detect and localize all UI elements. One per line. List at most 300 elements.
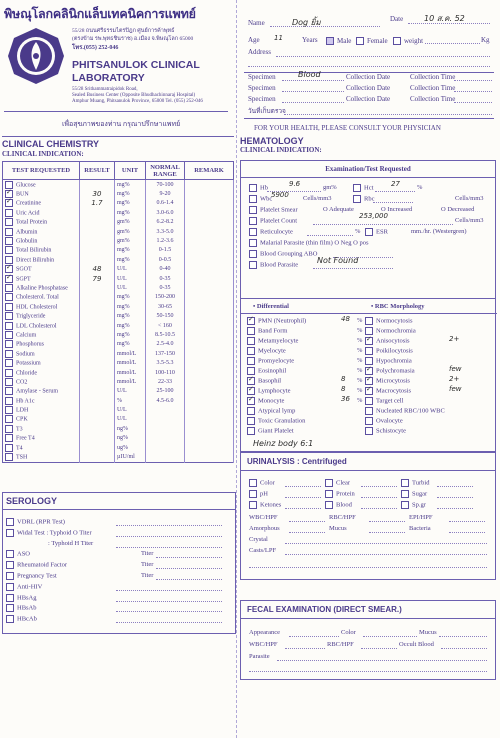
specimen-line-1	[282, 80, 344, 81]
differential-item[interactable]: Atypical lymp	[247, 407, 367, 417]
range-cell: 137-150	[146, 349, 185, 358]
malarial-checkbox[interactable]: Malarial Parasite (thin film) O Neg O pos	[249, 239, 369, 247]
slogan: เพื่อสุขภาพของท่าน กรุณาปรึกษาแพทย์	[62, 120, 181, 128]
hematology-subtitle: CLINICAL INDICATION:	[240, 146, 322, 154]
test-cell[interactable]: TSH	[3, 452, 80, 462]
result-cell	[80, 330, 115, 339]
date-label: Date	[390, 15, 404, 23]
morphology-item[interactable]: Hypochromia	[365, 357, 495, 367]
test-cell[interactable]: Triglyceride	[3, 311, 80, 320]
test-cell[interactable]: Free T4	[3, 434, 80, 443]
platelet-count-checkbox[interactable]: Platelet Count	[249, 217, 297, 225]
table-row	[3, 283, 234, 292]
col-remark: REMARK	[185, 162, 234, 180]
test-checkbox[interactable]	[5, 406, 13, 414]
remark-cell	[185, 265, 234, 274]
remark-cell	[185, 415, 234, 424]
test-checkbox[interactable]	[5, 340, 13, 348]
collection-date-3: Collection Date	[346, 95, 391, 103]
remark-cell	[185, 340, 234, 349]
test-checkbox[interactable]	[5, 453, 13, 461]
name-label: Name	[248, 19, 265, 27]
hct-checkbox[interactable]: Hct	[353, 184, 373, 192]
female-label: Female	[367, 37, 388, 45]
remark-cell	[185, 377, 234, 386]
test-checkbox[interactable]	[5, 425, 13, 433]
platelet-line	[313, 224, 453, 225]
unit-cell: mmol/L	[115, 377, 146, 386]
result-cell	[80, 368, 115, 377]
table-row	[3, 330, 234, 339]
result-cell	[80, 358, 115, 367]
table-row	[3, 358, 234, 367]
test-cell[interactable]: Chloride	[3, 368, 80, 377]
remark-cell	[185, 387, 234, 396]
test-checkbox[interactable]	[5, 444, 13, 452]
esr-checkbox[interactable]: ESR	[365, 228, 388, 236]
remark-cell	[185, 405, 234, 414]
range-cell: 3.0-6.0	[146, 208, 185, 217]
test-checkbox[interactable]	[5, 359, 13, 367]
remark-cell	[185, 283, 234, 292]
unit-cell: mmol/L	[115, 349, 146, 358]
test-cell[interactable]: LDH	[3, 405, 80, 414]
remark-cell	[185, 424, 234, 433]
remark-cell	[185, 368, 234, 377]
result-cell	[80, 255, 115, 264]
hb-value: 9.6	[289, 180, 301, 188]
morphology-item[interactable]: Normocytosis	[365, 317, 495, 327]
range-cell: 50-150	[146, 311, 185, 320]
increased-option[interactable]: O Increased	[381, 206, 413, 213]
table-row	[3, 199, 234, 208]
differential-title: • Differential	[253, 303, 289, 310]
blood-parasite-line	[313, 268, 393, 269]
clinical-chemistry-section	[2, 136, 234, 463]
test-cell[interactable]: HDL Cholesterol	[3, 302, 80, 311]
table-row	[3, 340, 234, 349]
differential-item[interactable]: ✓ PMN (Neutrophil) 48 %	[248, 315, 363, 325]
unit-cell: mg%	[115, 199, 146, 208]
result-cell	[80, 452, 115, 462]
urine-field[interactable]: Turbid	[401, 479, 475, 487]
specimen-label-1: Specimen	[248, 73, 276, 81]
col-unit: UNIT	[115, 162, 146, 180]
lab-tel: โทร.(055) 252-046	[72, 45, 119, 51]
reticulocyte-checkbox[interactable]: Reticulocyte	[249, 228, 293, 236]
fecal-section	[240, 600, 496, 680]
table-row	[3, 246, 234, 255]
table-row	[3, 302, 234, 311]
lab-eng-name-2: LABORATORY	[72, 72, 145, 84]
table-row	[3, 396, 234, 405]
remark-cell	[185, 302, 234, 311]
morphology-item[interactable]: Schistocyte	[365, 427, 495, 437]
urine-wbc-label: WBC/HPF	[249, 514, 327, 521]
test-checkbox[interactable]	[5, 387, 13, 395]
collection-time-1: Collection Time	[410, 73, 456, 81]
test-cell[interactable]: Albumin	[3, 227, 80, 236]
address-line-2	[248, 66, 490, 67]
test-checkbox[interactable]: ✓	[6, 188, 12, 197]
serology-item[interactable]: VDRL (RPR Test)	[6, 518, 232, 529]
table-row	[3, 377, 234, 386]
remark-cell	[185, 180, 234, 190]
table-row	[3, 387, 234, 396]
collection-time-line-1	[454, 80, 492, 81]
platelet-smear-checkbox[interactable]: Platelet Smear	[249, 206, 298, 214]
range-cell: 0.6-1.4	[146, 199, 185, 208]
hb-checkbox[interactable]: Hb	[249, 184, 268, 192]
urine-epi-label: EPI/HPF	[409, 514, 487, 521]
lab-eng-name-1: PHITSANULOK CLINICAL	[72, 59, 200, 71]
test-checkbox[interactable]	[5, 434, 13, 442]
wbc-unit: Cells/mm3	[303, 195, 332, 202]
specimen-line-2	[282, 91, 344, 92]
urine-bacteria-label: Bacteria	[409, 525, 487, 532]
occult-blood-label: Occult Blood	[399, 641, 434, 648]
range-cell: 3.3-5.0	[146, 227, 185, 236]
serology-item[interactable]: Anti-HIV	[6, 583, 232, 594]
range-cell: 3.5-5.3	[146, 358, 185, 367]
serology-item[interactable]: ASO Titer	[6, 550, 232, 561]
male-label: Male	[337, 37, 352, 45]
test-cell[interactable]: Uric Acid	[3, 208, 80, 217]
result-cell	[80, 208, 115, 217]
morphology-item[interactable]: ✓ Macrocytosis few	[366, 385, 462, 395]
remark-cell	[185, 199, 234, 208]
serology-item[interactable]: Rheumatoid Factor Titer	[6, 561, 232, 572]
differential-item[interactable]: Giant Platelet	[247, 427, 367, 437]
differential-item[interactable]: ✓ Basophil 8 %	[248, 375, 363, 385]
test-checkbox[interactable]	[5, 415, 13, 423]
unit-cell: U/L	[115, 265, 146, 274]
age-label: Age	[248, 36, 260, 44]
range-cell: 8.5-10.5	[146, 330, 185, 339]
test-cell[interactable]: Total Protein	[3, 218, 80, 227]
unit-cell: %	[115, 396, 146, 405]
result-cell	[80, 434, 115, 443]
range-cell: 6.2-8.2	[146, 218, 185, 227]
morphology-item[interactable]: Nucleated RBC/100 WBC	[365, 407, 495, 417]
range-cell: 22-33	[146, 377, 185, 386]
chemistry-subtitle: CLINICAL INDICATION:	[2, 150, 84, 158]
address-thai-2: (ตรงข้าม รพ.พุทธชินราช) อ.เมือง จ.พิษณุโลก 65000	[72, 36, 194, 42]
esr-unit: mm./hr. (Westergren)	[411, 228, 467, 235]
urine-mucus-label: Mucus	[329, 525, 407, 532]
result-cell	[80, 405, 115, 414]
test-cell[interactable]: Glucose	[3, 180, 80, 190]
remark-cell	[185, 274, 234, 283]
remark-cell	[185, 246, 234, 255]
hct-value: 27	[391, 180, 400, 188]
test-checkbox[interactable]	[5, 378, 13, 386]
differential-item[interactable]: Promyelocyte %	[247, 357, 367, 367]
differential-item[interactable]: Toxic Granulation	[247, 417, 367, 427]
test-checkbox[interactable]	[5, 369, 13, 377]
male-checkbox[interactable]	[326, 37, 351, 45]
result-cell	[80, 283, 115, 292]
appearance-label: Appearance	[249, 629, 281, 636]
differential-item[interactable]: Metamyelocyte %	[247, 337, 367, 347]
test-checkbox[interactable]: ✓	[6, 263, 12, 272]
table-row	[3, 265, 234, 274]
result-cell	[80, 396, 115, 405]
table-row	[3, 443, 234, 452]
table-row	[3, 236, 234, 245]
remark-cell	[185, 189, 234, 198]
adequate-option[interactable]: O Adequate	[323, 206, 354, 213]
hematology-box: Examination/Test Requested Hb 9.6 gm% Hct 27 % Wbc 5900 Cells/mm3 Rbc Cells/mm3 Platelet Smear O Adequate O Increased O Decreased Platelet Count 253,000 Cells/mm3 Reticulocyte % ESR mm./hr. (Westergren) Malarial Parasite (thin film) O Neg O pos Blood Grouping ABO Blood Parasite Not Found • Differential • RBC Morphology ✓ PMN (Neutrophil) 48 % Band Form % Metamyelocyte % Myelocyte % Promyelocyte % Eosinophil % ✓ Basophil 8 % ✓ Lymphocyte 8 % ✓ Monocyte 36 % Atypical lymp Toxic Granulation Giant Platelet Normocytosis Normochromia ✓ Anisocytosis 2+ Poikilocytosis Hypochromia ✓ Polychromasia few ✓ Microcytosis 2+ ✓ Macrocytosis few Target cell Nucleated RBC/100 WBC Ovalocyte Schistocyte Heinz body 6:1	[240, 160, 496, 452]
test-checkbox[interactable]	[5, 246, 13, 254]
unit-cell: mg%	[115, 255, 146, 264]
unit-cell: U/L	[115, 405, 146, 414]
range-cell: 0-35	[146, 274, 185, 283]
range-cell	[146, 405, 185, 414]
collection-time-3: Collection Time	[410, 95, 456, 103]
test-cell[interactable]: Direct Bilirubin	[3, 255, 80, 264]
address-eng-1: 55/28 Srithammatraipidok Road,	[72, 87, 138, 92]
rbc-checkbox[interactable]: Rbc	[353, 195, 374, 203]
range-cell: < 160	[146, 321, 185, 330]
date-value: 10 ส.ค. 52	[424, 14, 465, 23]
test-cell[interactable]: Sodium	[3, 349, 80, 358]
range-cell: 0-1.5	[146, 246, 185, 255]
blood-parasite-value: Not Found	[317, 256, 359, 265]
result-cell: 1.7	[80, 199, 115, 208]
footer-divider	[244, 118, 494, 119]
unit-cell: U/L	[115, 415, 146, 424]
urine-field[interactable]: Protein	[325, 490, 399, 498]
urine-field[interactable]: Color	[249, 479, 323, 487]
table-row	[3, 218, 234, 227]
test-cell[interactable]: CO2	[3, 377, 80, 386]
unit-cell: mg%	[115, 321, 146, 330]
urine-amorphous-label: Amorphous	[249, 525, 327, 532]
result-cell	[80, 218, 115, 227]
range-cell: 0-35	[146, 283, 185, 292]
remark-cell	[185, 434, 234, 443]
test-cell[interactable]: ✓ Creatinine	[3, 199, 80, 208]
fecal-mucus-label: Mucus	[419, 629, 437, 636]
range-cell	[146, 443, 185, 452]
urinalysis-title: URINALYSIS : Centrifuged	[241, 453, 495, 471]
specimen-label-2: Specimen	[248, 84, 276, 92]
table-row	[3, 311, 234, 320]
remark-cell	[185, 330, 234, 339]
test-checkbox[interactable]	[5, 331, 13, 339]
test-cell[interactable]: Globulin	[3, 236, 80, 245]
table-row	[3, 293, 234, 302]
lab-header	[0, 0, 232, 128]
remark-cell	[185, 321, 234, 330]
differential-item[interactable]: Myelocyte %	[247, 347, 367, 357]
test-checkbox[interactable]	[5, 237, 13, 245]
test-checkbox[interactable]: ✓	[6, 272, 12, 281]
wbc-checkbox[interactable]: Wbc	[249, 195, 272, 203]
range-cell	[146, 434, 185, 443]
table-row	[3, 180, 234, 190]
unit-cell: U/L	[115, 283, 146, 292]
test-cell[interactable]: LDL Cholesterol	[3, 321, 80, 330]
remark-cell	[185, 255, 234, 264]
parasite-label: Parasite	[249, 653, 270, 660]
header-divider	[4, 111, 228, 112]
unit-cell: mg%	[115, 330, 146, 339]
test-cell[interactable]: ✓ SGPT	[3, 274, 80, 283]
test-checkbox[interactable]	[5, 228, 13, 236]
result-cell	[80, 311, 115, 320]
range-cell: 0-40	[146, 265, 185, 274]
table-row	[3, 321, 234, 330]
test-checkbox[interactable]	[5, 218, 13, 226]
result-cell	[80, 321, 115, 330]
name-value: Dog ยิ้ม	[292, 18, 321, 27]
range-cell	[146, 415, 185, 424]
test-checkbox[interactable]	[5, 284, 13, 292]
remark-cell	[185, 208, 234, 217]
remark-cell	[185, 358, 234, 367]
morphology-item[interactable]: Poikilocytosis	[365, 347, 495, 357]
test-checkbox[interactable]	[5, 397, 13, 405]
urine-field[interactable]: Sp.gr	[401, 501, 475, 509]
serology-item[interactable]: : Typhoid H Titer	[6, 540, 232, 551]
unit-cell: mg%	[115, 293, 146, 302]
test-checkbox[interactable]	[5, 303, 13, 311]
test-cell[interactable]: Phosphorus	[3, 340, 80, 349]
morphology-item[interactable]: ✓ Polychromasia few	[366, 365, 462, 375]
test-checkbox[interactable]	[5, 350, 13, 358]
result-cell: 48	[80, 265, 115, 274]
test-cell[interactable]: CPK	[3, 415, 80, 424]
serology-item[interactable]: HBsAg	[6, 594, 232, 605]
test-cell[interactable]: ✓ BUN	[3, 189, 80, 198]
handwritten-note: Heinz body 6:1	[253, 439, 314, 448]
urine-rbc-label: RBC/HPF	[329, 514, 407, 521]
lab-logo	[6, 26, 66, 86]
weight-checkbox[interactable]	[393, 37, 423, 45]
range-cell: 4.5-6.0	[146, 396, 185, 405]
fecal-wbc-label: WBC/HPF	[249, 641, 278, 648]
urine-field[interactable]: Sugar	[401, 490, 475, 498]
specimen-label-3: Specimen	[248, 95, 276, 103]
remark-cell	[185, 443, 234, 452]
serology-item[interactable]: HBcAb	[6, 615, 232, 626]
result-cell	[80, 424, 115, 433]
urine-field[interactable]: pH	[249, 490, 323, 498]
range-cell: 2.5-4.0	[146, 340, 185, 349]
test-cell[interactable]: Total Bilirubin	[3, 246, 80, 255]
test-checkbox[interactable]	[5, 209, 13, 217]
unit-cell: mg%	[115, 189, 146, 198]
range-cell: 100-110	[146, 368, 185, 377]
female-checkbox[interactable]	[356, 37, 388, 45]
test-cell[interactable]: Calcium	[3, 330, 80, 339]
urine-field[interactable]: Blood	[325, 501, 399, 509]
result-cell	[80, 377, 115, 386]
years-label: Years	[302, 36, 318, 44]
serology-section	[2, 492, 236, 634]
unit-cell: mg%	[115, 340, 146, 349]
morphology-item[interactable]: Ovalocyte	[365, 417, 495, 427]
serology-item[interactable]: Widal Test : Typhoid O Titer	[6, 529, 232, 540]
test-cell[interactable]: T3	[3, 424, 80, 433]
consult-footer: FOR YOUR HEALTH, PLEASE CONSULT YOUR PHYSICIAN	[254, 124, 441, 132]
fecal-title: FECAL EXAMINATION (DIRECT SMEAR.)	[241, 601, 495, 619]
result-cell	[80, 246, 115, 255]
blood-parasite-checkbox[interactable]: Blood Parasite	[249, 261, 298, 269]
platelet-unit: Cells/mm3	[455, 217, 484, 224]
serology-item[interactable]: HBsAb	[6, 604, 232, 615]
morphology-item[interactable]: ✓ Microcytosis 2+	[366, 375, 460, 385]
test-cell[interactable]: ✓ SGOT	[3, 265, 80, 274]
platelet-count-value: 253,000	[359, 212, 388, 220]
test-checkbox[interactable]	[5, 322, 13, 330]
table-row	[3, 255, 234, 264]
unit-cell: ug%	[115, 443, 146, 452]
range-cell: 9-20	[146, 189, 185, 198]
unit-cell: mg%	[115, 311, 146, 320]
test-cell[interactable]: Cholesterol. Total	[3, 293, 80, 302]
urinalysis-section	[240, 452, 496, 580]
result-cell	[80, 302, 115, 311]
unit-cell: gm%	[115, 227, 146, 236]
differential-item[interactable]: ✓ Lymphocyte 8 %	[248, 385, 363, 395]
test-checkbox[interactable]	[5, 293, 13, 301]
table-row	[3, 424, 234, 433]
test-cell[interactable]: Potassium	[3, 358, 80, 367]
weight-label: weight	[404, 37, 424, 45]
urine-field[interactable]: Ketones	[249, 501, 323, 509]
result-cell	[80, 293, 115, 302]
morphology-item[interactable]: ✓ Anisocytosis 2+	[366, 335, 460, 345]
test-cell[interactable]: Amylase - Serum	[3, 387, 80, 396]
test-cell[interactable]: T4	[3, 443, 80, 452]
urine-casts-label: Casts/LPF	[249, 547, 487, 554]
col-normal-range: NORMAL RANGE	[146, 162, 185, 180]
collection-time-2: Collection Time	[410, 84, 456, 92]
test-checkbox[interactable]: ✓	[6, 197, 12, 206]
decreased-option[interactable]: O Decreased	[441, 206, 475, 213]
urine-field[interactable]: Clear	[325, 479, 399, 487]
morphology-item[interactable]: Normochromia	[365, 327, 495, 337]
result-cell	[80, 236, 115, 245]
result-cell	[80, 340, 115, 349]
remark-cell	[185, 227, 234, 236]
table-row	[3, 368, 234, 377]
test-cell[interactable]: Hb A1c	[3, 396, 80, 405]
differential-item[interactable]: Band Form %	[247, 327, 367, 337]
test-checkbox[interactable]	[5, 312, 13, 320]
address-label: Address	[248, 48, 271, 56]
differential-item[interactable]: Eosinophil %	[247, 367, 367, 377]
serology-item[interactable]: Pregnancy Test Titer	[6, 572, 232, 583]
remark-cell	[185, 236, 234, 245]
specimen-line-3	[282, 102, 344, 103]
lab-thai-name: พิษณุโลกคลินิกแล็บเทคนิคการแพทย์	[4, 6, 196, 21]
blood-grouping-checkbox[interactable]: Blood Grouping ABO	[249, 250, 317, 258]
reticulocyte-line	[307, 235, 353, 236]
differential-item[interactable]: ✓ Monocyte 36 %	[248, 395, 363, 405]
weight-line	[425, 43, 480, 44]
table-row	[3, 415, 234, 424]
rbc-unit: Cells/mm3	[455, 195, 484, 202]
range-cell: 1.2-3.6	[146, 236, 185, 245]
test-cell[interactable]: Alkaline Phosphatase	[3, 283, 80, 292]
result-cell: 30	[80, 189, 115, 198]
unit-cell: mg%	[115, 208, 146, 217]
morphology-item[interactable]: Target cell	[365, 397, 495, 407]
